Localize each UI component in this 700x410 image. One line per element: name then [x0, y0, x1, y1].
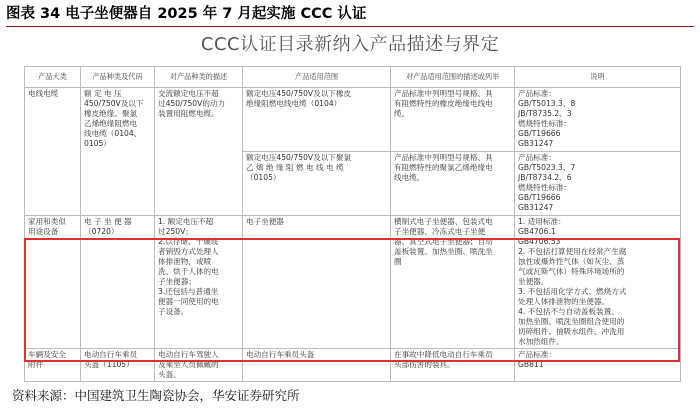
cell-line: 坐便器。	[518, 277, 549, 286]
cell-line: GB/T5013.3、8	[518, 99, 576, 108]
cell-line: 横制式电子坐便器、包装式电	[394, 217, 493, 226]
cell-line: 产品标准：	[518, 89, 556, 98]
cell-line: 电动自行车乘员头盔	[246, 350, 315, 359]
cell-line: 电子坐便器	[246, 217, 284, 226]
cell-line: 额定电压450/750V及以下橡皮	[246, 89, 352, 98]
cell-line: GB/T5023.3、7	[518, 163, 576, 172]
cell-line: 产品标准：	[518, 350, 556, 359]
cell-category	[25, 216, 81, 349]
cell-line: （0105）	[246, 173, 281, 182]
cell-line: 橡皮绝缘、聚氯	[84, 109, 138, 118]
cell-line: 有阻燃特性的聚氯乙烯绝缘电	[394, 163, 493, 172]
cell-line: JB/T8734.2、6	[518, 173, 572, 182]
cell-line: 蚀性或爆炸性气体（如灰尘、蒸	[518, 257, 625, 266]
cell-line: 3. 不包括用化学方式、燃烧方式	[518, 287, 627, 296]
col-header: 说明	[515, 67, 681, 88]
cell-line: 产品标准中列明型号规格、具	[394, 89, 493, 98]
cell-scope-desc	[391, 152, 515, 216]
cell-line: 1. 额定电压不超	[158, 217, 214, 226]
cell-line: 燃烧特性标准：	[518, 183, 572, 192]
cell-line: 处理人体排泄物的坐便器。	[518, 297, 610, 306]
cell-line: 线电缆（0104、	[84, 129, 142, 138]
cell-line: 加热坐圈、喷洗坐圈组合使用的	[518, 317, 625, 326]
cell-line: 绝缘阻燃电线电缆（0104）	[246, 99, 342, 108]
cell-scope	[243, 349, 391, 382]
cell-line: 装置用阻燃电缆。	[158, 109, 219, 118]
cell-line: 家用和类似	[28, 217, 66, 226]
cell-line: JB/T8735.2、3	[518, 109, 572, 118]
cell-line: 产品标准：	[518, 153, 556, 162]
cell-line: 者销毁方式处理人	[158, 247, 219, 256]
cell-line: 洗、烘干人体的电	[158, 267, 219, 276]
cell-line: GB/T19666	[518, 129, 561, 138]
cell-desc	[155, 349, 243, 382]
cell-line: 子坐便器、冷冻式电子坐便	[394, 227, 486, 236]
cell-line: 产品标准中列明型号规格、具	[394, 153, 493, 162]
cell-line: 过450/750V的动力	[158, 99, 226, 108]
cell-line: 气或瓦斯气体）特殊环境场所的	[518, 267, 625, 276]
cell-line: 附件	[28, 360, 44, 369]
cell-line: GB31247	[518, 203, 554, 212]
cell-kind	[81, 349, 155, 382]
cell-line: 圈	[394, 257, 402, 266]
cell-line: 额 定 电 压	[84, 89, 122, 98]
cell-note	[515, 349, 681, 382]
cell-line: 用途设备	[28, 227, 59, 236]
cell-line: GB/T19666	[518, 193, 561, 202]
cell-note	[515, 152, 681, 216]
table-header-row	[25, 67, 681, 88]
cell-line: 额定电压450/750V及以下聚氯	[246, 153, 352, 162]
cell-line: 头盔（1105）	[84, 360, 134, 369]
figure-title: 图表 34 电子坐便器自 2025 年 7 月起实施 CCC 认证	[6, 6, 367, 22]
cell-line: GB811	[518, 360, 544, 369]
table-row	[25, 349, 681, 382]
cell-line: 切碎组件、抽吸水组件、冲洗用	[518, 327, 625, 336]
cell-line: 4. 不包括不与自动盖板装置、	[518, 307, 619, 316]
source-note: 资料来源：中国建筑卫生陶瓷协会，华安证券研究所	[12, 388, 300, 403]
category-text: 电线电缆	[28, 89, 59, 98]
cell-line: 盖板装置、加热坐圈、喷洗坐	[394, 247, 493, 256]
col-header: 产品种类及代码	[81, 67, 155, 88]
cell-scope-desc	[391, 216, 515, 349]
cell-line: 交流额定电压不超	[158, 89, 219, 98]
cell-line: 乙烯绝缘阻燃电	[84, 119, 138, 128]
cell-line: 体排泄物，或喷	[158, 257, 212, 266]
col-header: 产品适用范围	[243, 67, 391, 88]
cell-line: 电动自行车驾驶人	[158, 350, 219, 359]
cell-line: 2. 不包括打算使用在经常产生腐	[518, 247, 627, 256]
cell-line: 子坐便器；	[158, 277, 196, 286]
cell-category	[25, 349, 81, 382]
cell-line: 有阻燃特性的橡皮绝缘电线电	[394, 99, 493, 108]
col-header: 对产品适用范围的描述或列举	[391, 67, 515, 88]
cell-note	[515, 216, 681, 349]
cell-line: 3.还包括与普通坐	[158, 287, 219, 296]
cell-scope-desc	[391, 349, 515, 382]
cell-desc	[155, 216, 243, 349]
cell-scope	[243, 216, 391, 349]
cell-scope	[243, 88, 391, 152]
cell-line: GB4706.1	[518, 227, 556, 236]
cell-line: 车辆及安全	[28, 350, 66, 359]
cell-line: 水加热组件。	[518, 337, 564, 346]
cell-line: GB4706.53	[518, 237, 561, 246]
cell-kind	[81, 88, 155, 216]
cell-scope-desc	[391, 88, 515, 152]
cell-kind	[81, 216, 155, 349]
col-header: 产品大类	[25, 67, 81, 88]
cell-line: 燃烧特性标准：	[518, 119, 572, 128]
document-sheet	[16, 34, 684, 379]
cell-line: 0105）	[84, 139, 111, 148]
cell-category	[25, 88, 81, 216]
col-header: 对产品种类的描述	[155, 67, 243, 88]
cell-line: 及乘坐人员佩戴的	[158, 360, 219, 369]
cell-line: 1. 适用标准：	[518, 217, 566, 226]
document-title: CCC认证目录新纳入产品描述与界定	[200, 34, 500, 55]
cell-line: 头盔。	[158, 370, 181, 379]
cell-line: 在事故中降低电动自行车乘员	[394, 350, 493, 359]
figure-header	[6, 4, 694, 27]
cell-line: 乙 烯 绝 缘 阻 燃 电 线 电 缆	[246, 163, 344, 172]
cell-line: 2.以存储、干燥或	[158, 237, 219, 246]
cell-line: 450/750V及以下	[84, 99, 144, 108]
cell-line: GB31247	[518, 139, 554, 148]
cell-line: 子设备。	[158, 307, 189, 316]
cell-line: 线电缆。	[394, 173, 425, 182]
cell-line: 器、真空式电子坐便器；自动	[394, 237, 493, 246]
catalog-table	[24, 66, 681, 382]
cell-line: 电动自行车乘员	[84, 350, 138, 359]
cell-line: 过250V；	[158, 227, 193, 236]
table-row	[25, 88, 681, 152]
cell-line: 头部伤害的装具。	[394, 360, 455, 369]
cell-line: （0720）	[84, 227, 119, 236]
cell-note	[515, 88, 681, 152]
table-row	[25, 216, 681, 349]
cell-desc	[155, 88, 243, 216]
cell-line: 缆。	[394, 109, 410, 118]
cell-line: 电 子 坐 便 器	[84, 217, 132, 226]
cell-line: 便器一同使用的电	[158, 297, 219, 306]
cell-scope	[243, 152, 391, 216]
